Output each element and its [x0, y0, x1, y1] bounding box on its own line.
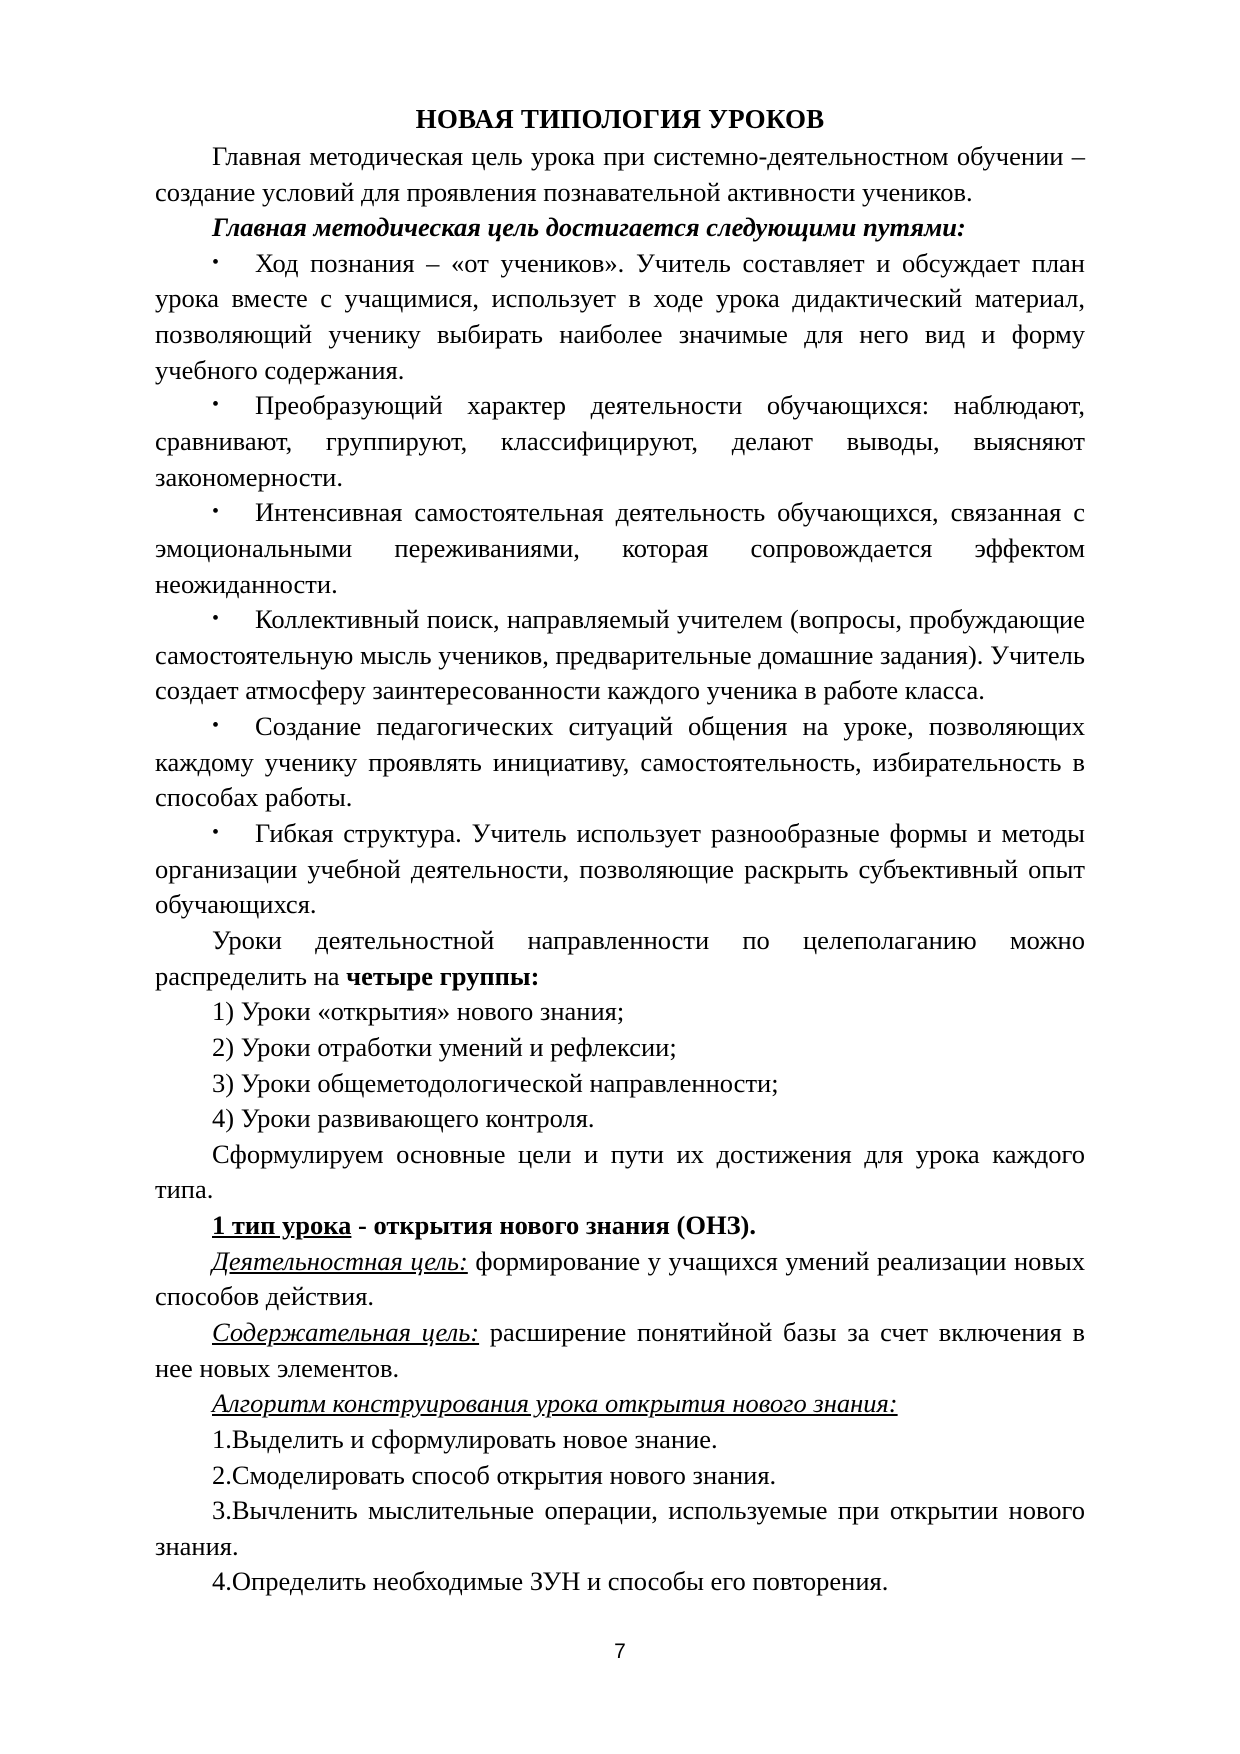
- algorithm-step: 2.Смоделировать способ открытия нового знания.: [212, 1459, 777, 1490]
- activity-goal-text: формирование у учащихся умений реализации новых способов действия.: [155, 1245, 1085, 1312]
- group-list-item: 2) Уроки отработки умений и рефлексии;: [212, 1031, 677, 1062]
- bullet-item: [155, 816, 1085, 923]
- algorithm-step: 3.Вычленить мыслительные операции, используемые при открытии нового знания.: [155, 1495, 1085, 1561]
- algorithm-step: 1.Выделить и сформулировать новое знание.: [212, 1423, 718, 1454]
- groups-intro-emphasis: четыре группы:: [346, 960, 540, 991]
- content-goal-paragraph: [155, 1315, 1085, 1386]
- bullet-item: [155, 246, 1085, 389]
- algorithm-step: 4.Определить необходимые ЗУН и способы его повторения.: [212, 1566, 889, 1597]
- groups-intro-paragraph: [155, 923, 1085, 994]
- activity-goal-label: Деятельностная цель:: [212, 1245, 468, 1276]
- content-goal-text: расширение понятийной базы за счет включения в нее новых элементов.: [155, 1317, 1085, 1383]
- bullet-text: Создание педагогических ситуаций общения на уроке, позволяющих каждому ученику проявлять инициативу, самостоятельность, избирательность в способах работы.: [155, 711, 1085, 813]
- bullet-marker-icon: •: [212, 607, 220, 630]
- algorithm-heading: [155, 1386, 1085, 1422]
- page-content: [155, 104, 1085, 1600]
- bullet-item: [155, 602, 1085, 709]
- bullet-item: [155, 709, 1085, 816]
- group-list-item: 4) Уроки развивающего контроля.: [212, 1103, 595, 1134]
- bullet-item: [155, 495, 1085, 602]
- lesson-type-heading-underlined: 1 тип урока: [212, 1210, 352, 1241]
- page-number: 7: [614, 1640, 626, 1663]
- bullet-item: [155, 388, 1085, 495]
- bullet-text: Преобразующий характер деятельности обучающихся: наблюдают, сравнивают, группируют, классифицируют, делают выводы, выясняют закономерности.: [155, 390, 1085, 492]
- bullet-marker-icon: •: [212, 821, 220, 844]
- intro-subheading: Главная методическая цель достигается следующими путями:: [212, 212, 966, 243]
- bullet-marker-icon: •: [212, 714, 220, 737]
- content-goal-label: Содержательная цель:: [212, 1317, 480, 1347]
- page-title: НОВАЯ ТИПОЛОГИЯ УРОКОВ: [415, 104, 825, 134]
- bullet-text: Интенсивная самостоятельная деятельность обучающихся, связанная с эмоциональными переживаниями, которая сопровождается эффектом неожиданности.: [155, 497, 1085, 599]
- bullet-text: Коллективный поиск, направляемый учителем (вопросы, пробуждающие самостоятельную мысль учеников, предварительные домашние задания). Учитель создает атмосферу заинтересованности каждого ученика в работе класса.: [155, 604, 1085, 706]
- lesson-type-heading: [155, 1208, 1085, 1244]
- bullet-marker-icon: •: [212, 393, 220, 416]
- group-list-item: 3) Уроки общеметодологической направленности;: [212, 1067, 779, 1098]
- intro-paragraph: Главная методическая цель урока при системно-деятельностном обучении – создание условий для проявления познавательной активности учеников.: [155, 140, 1085, 207]
- groups-intro-lead: Уроки деятельностной направленности по целеполаганию можно распределить на: [155, 924, 1085, 991]
- algorithm-heading-text: Алгоритм конструирования урока открытия нового знания:: [212, 1388, 898, 1419]
- group-list-item: 1) Уроки «открытия» нового знания;: [212, 996, 625, 1027]
- bullet-marker-icon: •: [212, 251, 220, 274]
- formulate-paragraph: Сформулируем основные цели и пути их достижения для урока каждого типа.: [155, 1138, 1085, 1205]
- bullet-text: Гибкая структура. Учитель использует разнообразные формы и методы организации учебной деятельности, позволяющие раскрыть субъективный опыт обучающихся.: [155, 818, 1085, 920]
- bullet-text: Ход познания – «от учеников». Учитель составляет и обсуждает план урока вместе с учащимися, использует в ходе урока дидактический материал, позволяющий ученику выбирать наиболее значимые для него вид и форму учебного содержания.: [155, 247, 1085, 385]
- activity-goal-paragraph: [155, 1244, 1085, 1315]
- bullet-marker-icon: •: [212, 500, 220, 523]
- lesson-type-heading-rest: - открытия нового знания (ОНЗ).: [351, 1210, 756, 1241]
